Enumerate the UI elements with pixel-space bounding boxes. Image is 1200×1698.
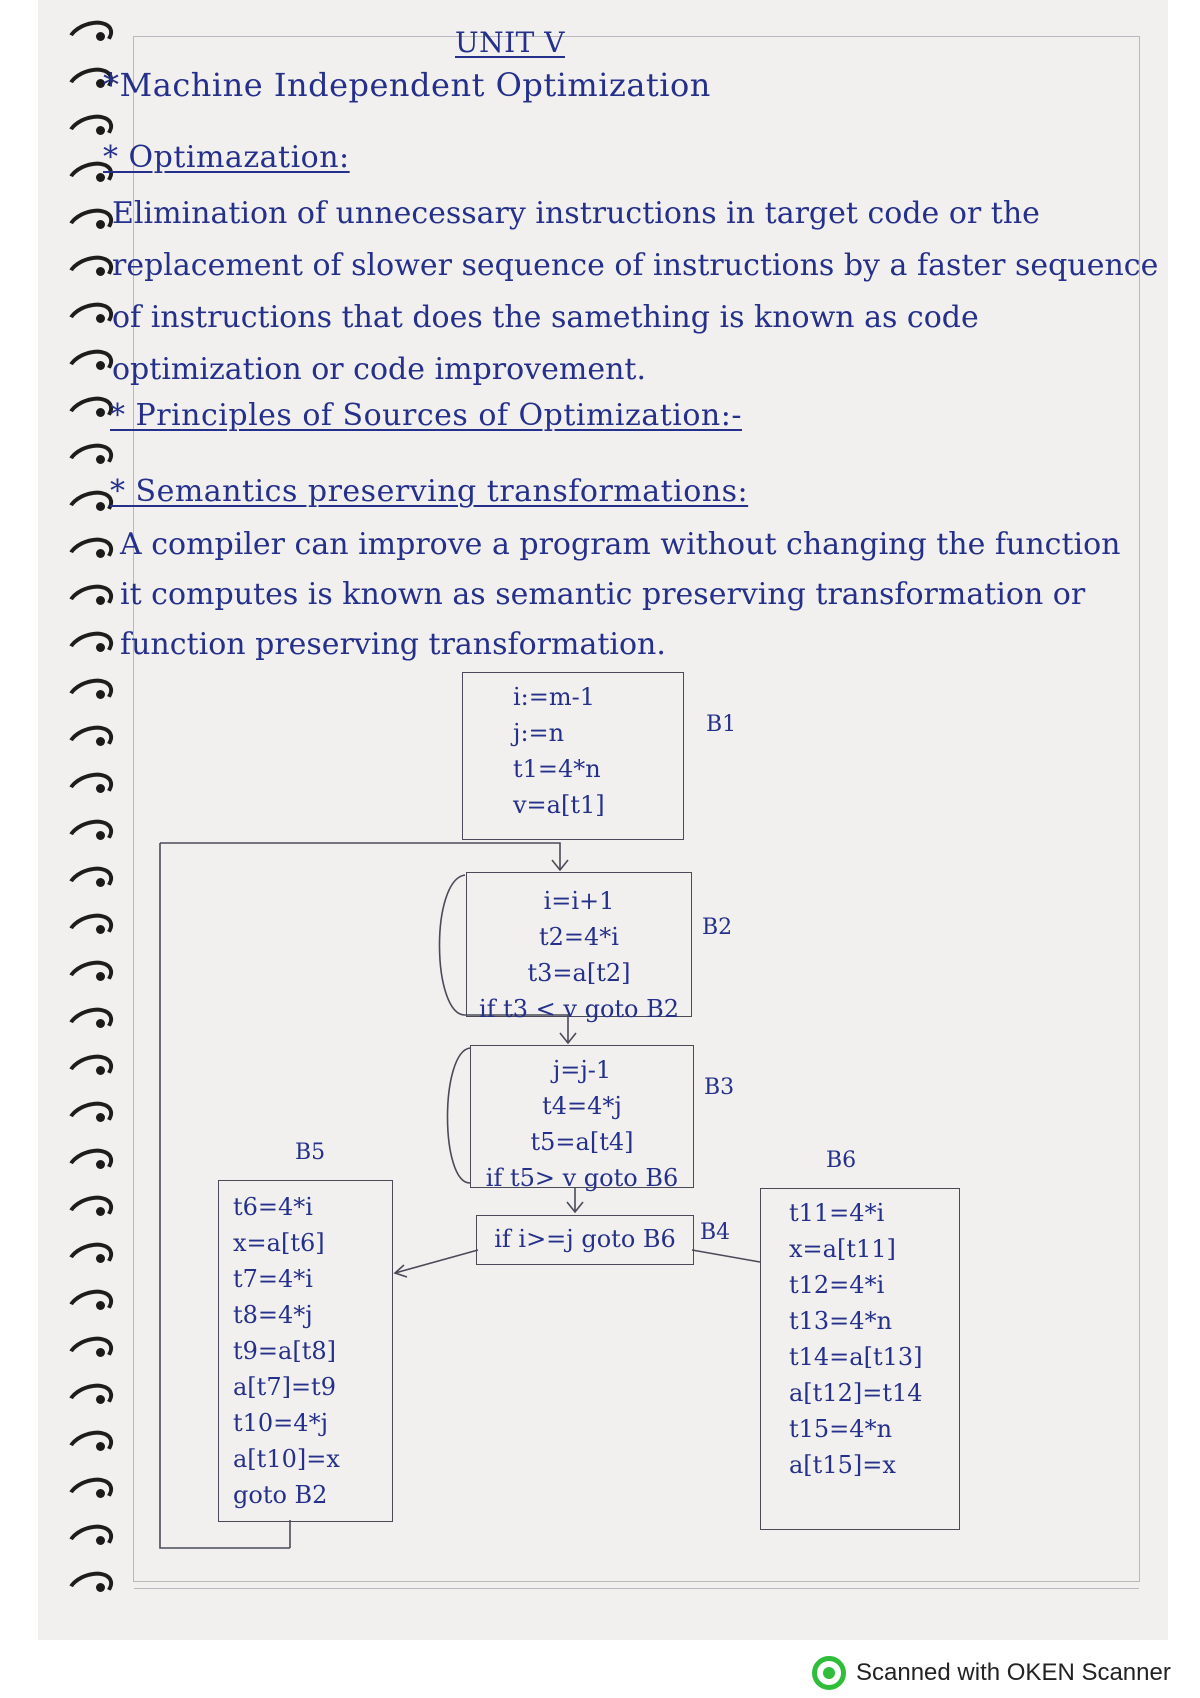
semantics-line: A compiler can improve a program without changing the function	[120, 527, 1121, 562]
b5-line: x=a[t6]	[233, 1229, 325, 1257]
b3-line: t5=a[t4]	[530, 1128, 634, 1156]
label-b4: B4	[700, 1220, 731, 1245]
unit-heading: UNIT V	[455, 26, 565, 59]
principles-heading: * Principles of Sources of Optimization:-	[110, 398, 742, 433]
b1-line: v=a[t1]	[513, 791, 605, 819]
block-b6	[760, 1188, 960, 1530]
b4-line: if i>=j goto B6	[494, 1225, 676, 1253]
label-b5: B5	[295, 1140, 326, 1165]
b2-line: if t3 < v goto B2	[478, 995, 680, 1023]
optimization-line: replacement of slower sequence of instructions by a faster sequence	[112, 248, 1159, 283]
b5-line: t6=4*i	[233, 1193, 313, 1221]
b2-line: t3=a[t2]	[527, 959, 631, 987]
b6-line: a[t15]=x	[789, 1451, 896, 1479]
b6-line: t13=4*n	[789, 1307, 893, 1335]
b1-line: t1=4*n	[513, 755, 601, 783]
block-b2	[466, 872, 692, 1023]
b5-line: t8=4*j	[233, 1301, 313, 1329]
block-b4	[476, 1215, 694, 1265]
block-b3	[470, 1045, 694, 1192]
edge-b3-self-loop	[448, 1048, 471, 1183]
edge-b4-to-b5	[395, 1250, 478, 1273]
semantics-line: it computes is known as semantic preserving transformation or	[120, 577, 1086, 612]
b3-line: j=j-1	[552, 1056, 612, 1084]
b6-line: t14=a[t13]	[789, 1343, 923, 1371]
b6-line: t12=4*i	[789, 1271, 885, 1299]
scanner-watermark	[812, 1655, 1171, 1691]
edge-b2-self-loop	[439, 875, 465, 1015]
optimization-line: of instructions that does the samething is known as code	[112, 300, 979, 335]
label-b2: B2	[702, 915, 733, 940]
b1-line: i:=m-1	[513, 683, 596, 711]
b5-line: goto B2	[233, 1481, 328, 1509]
label-b3: B3	[704, 1075, 735, 1100]
b5-line: t7=4*i	[233, 1265, 313, 1293]
scanner-text: Scanned with OKEN Scanner	[856, 1659, 1171, 1686]
optimization-line: Elimination of unnecessary instructions in target code or the	[112, 196, 1040, 231]
label-b6: B6	[826, 1148, 857, 1173]
b2-line: t2=4*i	[539, 923, 619, 951]
b2-line: i=i+1	[543, 887, 615, 915]
edge-b1-to-b2	[160, 843, 560, 870]
block-b1	[462, 672, 684, 840]
b5-line: a[t7]=t9	[233, 1373, 336, 1401]
b3-line: if t5> v goto B6	[485, 1164, 679, 1192]
b6-line: t15=4*n	[789, 1415, 893, 1443]
b6-line: x=a[t11]	[789, 1235, 896, 1263]
semantics-heading: * Semantics preserving transformations:	[110, 474, 749, 509]
b3-line: t4=4*j	[542, 1092, 622, 1120]
b5-line: a[t10]=x	[233, 1445, 340, 1473]
edge-b4-to-b6	[692, 1250, 760, 1262]
b5-line: t10=4*j	[233, 1409, 329, 1437]
b5-line: t9=a[t8]	[233, 1337, 336, 1365]
semantics-line: function preserving transformation.	[120, 627, 666, 662]
b1-line: j:=n	[513, 719, 565, 747]
b6-line: a[t12]=t14	[789, 1379, 923, 1407]
b6-line: t11=4*i	[789, 1199, 885, 1227]
block-b5	[218, 1180, 393, 1522]
optimization-heading: * Optimazation:	[103, 140, 350, 175]
optimization-line: optimization or code improvement.	[112, 352, 646, 387]
page-title: *Machine Independent Optimization	[103, 66, 711, 104]
oken-logo-icon	[812, 1656, 846, 1690]
label-b1: B1	[706, 712, 737, 737]
